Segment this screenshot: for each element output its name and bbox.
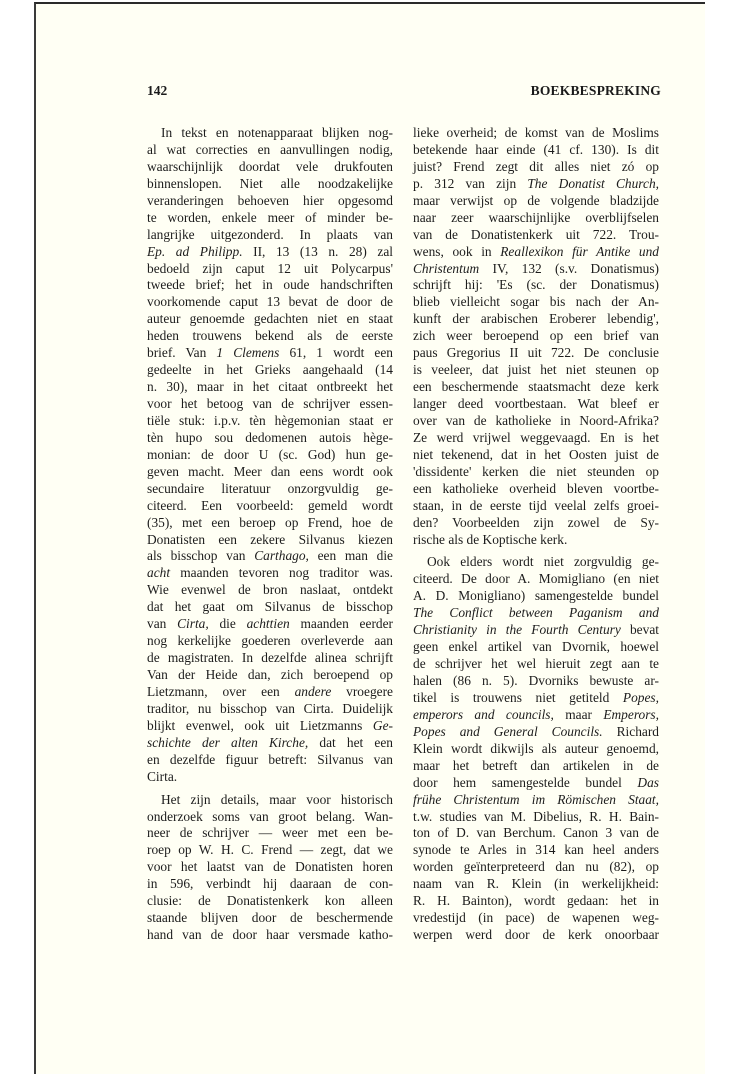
text-span: citeerd. Een voorbeeld: gemeld wordt — [147, 497, 393, 513]
text-span: dat het een — [308, 734, 393, 750]
text-span: naar zeer waarschijnlijke overblijfselen — [413, 209, 659, 225]
text-line — [413, 311, 659, 328]
left-column — [147, 125, 393, 944]
text-span: brief. Van — [147, 345, 217, 361]
text-line — [413, 588, 659, 605]
text-line — [147, 650, 393, 667]
right-column — [413, 125, 659, 944]
text-span: naam van R. Klein (in werkelijkheid: — [413, 876, 659, 892]
text-line — [147, 481, 393, 498]
text-span: betekende haar einde (41 cf. 130). Is dit — [413, 141, 659, 157]
text-line — [147, 277, 393, 294]
text-line — [413, 413, 659, 430]
text-span: die — [208, 616, 247, 632]
text-line — [413, 345, 659, 362]
text-line — [413, 328, 659, 345]
text-line — [147, 244, 393, 261]
text-span: Cirta. — [147, 768, 178, 784]
text-line — [147, 769, 393, 786]
text-line — [413, 673, 659, 690]
text-span: staande blijven door de beschermende — [147, 910, 393, 926]
text-line — [413, 430, 659, 447]
text-span: secundaire literatuur onzorgvuldig ge- — [147, 480, 393, 496]
text-line — [147, 616, 393, 633]
italic-text: Popes, — [622, 689, 659, 705]
italic-text: emperors and councils, — [413, 706, 554, 722]
text-span: bedoeld zijn caput 12 uit Polycarpus' — [147, 260, 393, 276]
italic-text: andere — [294, 683, 332, 699]
text-span: een katholieke overheid bleven voortbe- — [413, 480, 659, 496]
text-span: heden trouwens bekend als de eerste — [147, 328, 393, 344]
text-span: een man die — [308, 548, 393, 564]
text-line — [413, 605, 659, 622]
text-span: al wat correcties en aanvullingen nodig, — [147, 141, 393, 157]
text-line — [147, 701, 393, 718]
text-line — [147, 565, 393, 582]
text-span: Lietzmann, over een — [147, 683, 295, 699]
text-line — [413, 193, 659, 210]
text-line — [147, 498, 393, 515]
text-line — [413, 876, 659, 893]
text-line — [147, 667, 393, 684]
text-span: Wie evenwel de bron naslaat, ontdekt — [147, 582, 393, 598]
text-line — [147, 125, 393, 142]
text-span: Ook elders wordt niet zorgvuldig ge- — [427, 554, 659, 570]
text-line — [413, 396, 659, 413]
text-line — [413, 707, 659, 724]
text-line — [413, 447, 659, 464]
text-span: citeerd. De door A. Momigliano (en niet — [413, 571, 659, 587]
text-line — [413, 532, 659, 549]
text-line — [413, 893, 659, 910]
text-span: dat het gaat om Silvanus de bisschop — [147, 599, 393, 615]
text-line — [147, 633, 393, 650]
text-line — [413, 724, 659, 741]
text-span: werpen werd door de kerk onoorbaar — [413, 927, 659, 943]
text-span: Richard — [602, 723, 659, 739]
text-span: geen enkel artikel van Dvornik, hoewel — [413, 639, 659, 655]
text-line — [147, 893, 393, 910]
paragraph — [413, 554, 659, 944]
text-line — [413, 859, 659, 876]
text-span: IV, 132 (s.v. Donatismus) — [479, 260, 659, 276]
text-span: maar het betreft dan artikelen in de — [413, 757, 659, 773]
text-span: Klein wordt dikwijls als auteur genoemd, — [413, 740, 659, 756]
text-line — [413, 758, 659, 775]
text-line — [147, 825, 393, 842]
text-line — [413, 159, 659, 176]
paragraph — [147, 792, 393, 944]
text-line — [413, 210, 659, 227]
text-span: als bisschop van — [147, 548, 255, 564]
text-span: paus Gregorius II uit 722. De conclusie — [413, 345, 659, 361]
text-line — [413, 142, 659, 159]
italic-text: Christentum — [413, 260, 480, 276]
text-span: Van der Heide dan, zich beroepend op — [147, 667, 393, 682]
text-line — [147, 859, 393, 876]
text-line — [413, 515, 659, 532]
text-line — [147, 362, 393, 379]
text-line — [147, 193, 393, 210]
text-line — [147, 752, 393, 769]
text-line — [147, 328, 393, 345]
text-span: kunft der arabischen Eroberer lebendig', — [413, 311, 659, 327]
document-page — [34, 2, 705, 1074]
text-span: II, 13 (13 n. 28) zal — [242, 243, 393, 259]
text-line — [413, 842, 659, 859]
italic-text: acht — [147, 565, 171, 581]
italic-text: Reallexikon für Antike und — [500, 243, 659, 259]
running-title: BOEKBESPREKING — [530, 83, 661, 98]
text-line — [147, 532, 393, 549]
text-line — [413, 825, 659, 842]
text-line — [147, 910, 393, 927]
text-span: In tekst en notenapparaat blijken nog- — [161, 125, 393, 140]
text-span: onderzoek soms van groot belang. Wan- — [147, 808, 393, 824]
text-span: waarschijnlijk doordat vele drukfouten — [147, 158, 393, 174]
text-line — [413, 362, 659, 379]
paragraph — [413, 125, 659, 548]
italic-text: The Conflict between Paganism and — [413, 605, 659, 621]
text-span: in 596, verbindt hij daaraan de con- — [147, 876, 393, 892]
text-span: traditor, nu bisschop van Cirta. Duidelijk — [147, 700, 393, 716]
text-line — [147, 684, 393, 701]
text-span: wens, ook in — [413, 243, 501, 259]
italic-text: Christianity in the Fourth Century — [413, 622, 621, 638]
text-line — [147, 345, 393, 362]
text-span: staan, in de eerste tijd veelal zelfs groei- — [413, 497, 659, 513]
text-line — [147, 227, 393, 244]
text-span: roep op W. H. C. Frend — zegt, dat we — [147, 842, 393, 858]
text-line — [413, 910, 659, 927]
text-line — [147, 430, 393, 447]
text-span: (35), met een beroep op Frend, hoe de — [147, 514, 393, 530]
text-span: binnenslopen. Niet alle noodzakelijke — [147, 175, 393, 191]
text-span: geven macht. Meer dan eens wordt ook — [147, 463, 393, 479]
text-line — [147, 311, 393, 328]
text-span: A. D. Monigliano) samengestelde bundel — [413, 588, 659, 604]
text-span: Donatisten een zekere Silvanus kiezen — [147, 531, 393, 547]
text-line — [147, 447, 393, 464]
text-line — [147, 927, 393, 944]
text-span: t.w. studies van M. Dibelius, R. H. Bain- — [413, 808, 659, 824]
text-span: schrijft hij: 'Es (sc. der Donatismus) — [413, 277, 659, 293]
text-line — [413, 176, 659, 193]
text-span: langrijke uitgezonderd. In plaats van — [147, 226, 393, 242]
text-span: hand van de door haar versmade katho- — [147, 927, 393, 943]
text-span: maar verwijst op de volgende bladzijde — [413, 192, 659, 208]
text-span: van — [147, 616, 178, 632]
text-span: halen (86 n. 5). Dvorniks bewuste ar- — [413, 673, 659, 688]
text-line — [413, 571, 659, 588]
text-span: gedeelte in het Grieks aangehaald (14 — [147, 362, 393, 378]
text-line — [147, 515, 393, 532]
text-span: tiële stuk: i.p.v. tèn hègemonian staat er — [147, 412, 393, 428]
paragraph — [147, 125, 393, 786]
text-line — [147, 142, 393, 159]
italic-text: Ge- — [372, 717, 393, 733]
text-span: blijkt evenwel, ook uit Lietzmanns — [147, 717, 373, 733]
text-span: veranderingen behoeven hier opgesomd — [147, 192, 393, 208]
text-span: n. 30), maar in het citaat ontbreekt het — [147, 379, 393, 395]
text-span: over van de katholieke in Noord-Afrika? — [413, 412, 659, 428]
text-span: vroegere — [331, 683, 393, 699]
text-line — [413, 554, 659, 571]
text-span: vredestijd (in pace) de wapenen weg- — [413, 910, 659, 926]
text-line — [147, 159, 393, 176]
text-line — [413, 809, 659, 826]
italic-text: frühe Christentum im Römischen Staat, — [413, 791, 659, 807]
text-line — [413, 464, 659, 481]
text-line — [413, 498, 659, 515]
italic-text: Cirta, — [177, 616, 209, 632]
italic-text: The Donatist Church, — [527, 175, 659, 191]
text-line — [147, 413, 393, 430]
text-line — [413, 261, 659, 278]
text-span: maanden tevoren nog traditor was. — [170, 565, 393, 581]
text-line — [413, 656, 659, 673]
text-line — [147, 176, 393, 193]
text-span: niet tekenend, dat in het Oosten juist de — [413, 446, 659, 462]
text-line — [413, 792, 659, 809]
italic-text: Popes and General Councils. — [413, 723, 603, 739]
text-span: voor het betoog van de schrijver essen- — [147, 396, 393, 411]
italic-text: Das — [637, 774, 659, 790]
text-line — [147, 464, 393, 481]
text-span: monian: de door U (sc. God) hun ge- — [147, 446, 393, 462]
text-line — [147, 599, 393, 616]
text-line — [147, 210, 393, 227]
text-line — [147, 876, 393, 893]
italic-text: Emperors, — [603, 706, 659, 722]
italic-text: Carthago, — [254, 548, 309, 564]
text-span: worden geïnterpreteerd dan nu (82), op — [413, 859, 659, 875]
text-span: voorkomende caput 13 bevat de door de — [147, 294, 393, 310]
text-span: neer de schrijver — weer met een be- — [147, 825, 393, 841]
text-line — [147, 548, 393, 565]
text-line — [413, 639, 659, 656]
text-line — [413, 622, 659, 639]
text-line — [147, 261, 393, 278]
text-line — [413, 690, 659, 707]
text-span: tweede brief; het in oude handschriften — [147, 277, 393, 293]
text-line — [413, 244, 659, 261]
text-span: blieb vielleicht sogar bis nach der An- — [413, 294, 659, 310]
text-line — [147, 792, 393, 809]
text-line — [147, 809, 393, 826]
text-span: 61, 1 wordt een — [279, 345, 393, 361]
italic-text: 1 Clemens — [216, 345, 280, 361]
page-number: 142 — [147, 83, 168, 98]
text-line — [413, 294, 659, 311]
text-span: ton of D. van Berchum. Canon 3 van de — [413, 825, 659, 841]
text-span: R. H. Bainton), wordt gedaan: het in — [413, 893, 659, 909]
italic-text: achttien — [246, 616, 290, 632]
text-span: van de Donatistenkerk uit 722. Trou- — [413, 226, 659, 242]
text-line — [147, 842, 393, 859]
text-span: synode te Arles in 314 kan heel anders — [413, 842, 659, 858]
italic-text: Ep. ad Philipp. — [147, 243, 243, 259]
text-span: 'dissidente' kerken die niet steunden op — [413, 463, 659, 479]
text-span: maanden eerder — [289, 616, 393, 632]
text-span: rische als de Koptische kerk. — [413, 531, 568, 547]
text-line — [413, 277, 659, 294]
text-span: auteur genoemde gedachten niet en staat — [147, 311, 393, 327]
text-line — [147, 379, 393, 396]
text-span: te worden, enkele meer of minder be- — [147, 209, 393, 225]
text-span: Ze werd vrijwel weggevaagd. En is het — [413, 429, 659, 445]
text-span: tèn hupo sou dedomenen autois hège- — [147, 429, 393, 445]
text-span: den? Voorbeelden zijn zowel de Sy- — [413, 514, 659, 530]
text-span: maar — [553, 706, 604, 722]
text-span: de magistraten. In dezelfde alinea schrijft — [147, 650, 393, 666]
text-span: nog kerkelijke goederen overleverde aan — [147, 633, 393, 649]
text-span: juist? Frend zegt dit alles niet zó op — [413, 158, 659, 174]
text-span: langer deed voortbestaan. Wat bleef er — [413, 396, 659, 411]
text-line — [413, 227, 659, 244]
text-span: en dezelfde figuur betreft: Silvanus van — [147, 751, 393, 767]
text-line — [147, 735, 393, 752]
text-line — [147, 294, 393, 311]
text-span: lieke overheid; de komst van de Moslims — [413, 125, 659, 140]
text-line — [413, 125, 659, 142]
text-span: de schrijver het wel hieruit zegt aan te — [413, 656, 659, 672]
text-span: bevat — [620, 622, 659, 638]
text-span: clusie: de Donatistenkerk kon alleen — [147, 893, 393, 909]
text-span: zich weer beroepend op een brief van — [413, 328, 659, 344]
text-span: Het zijn details, maar voor historisch — [161, 791, 393, 807]
text-line — [413, 775, 659, 792]
text-span: voor het laatst van de Donatisten horen — [147, 859, 393, 875]
text-span: door hem samengestelde bundel — [413, 774, 638, 790]
text-line — [147, 396, 393, 413]
text-line — [147, 718, 393, 735]
text-span: een beschermende staatsmacht deze kerk — [413, 379, 659, 395]
text-line — [413, 481, 659, 498]
italic-text: schichte der alten Kirche, — [147, 734, 309, 750]
text-span: p. 312 van zijn — [413, 175, 528, 191]
text-line — [413, 741, 659, 758]
text-span: is veeleer, dat juist het niet steunen op — [413, 362, 659, 378]
text-span: tikel is trouwens niet getiteld — [413, 689, 623, 705]
text-line — [413, 927, 659, 944]
text-line — [413, 379, 659, 396]
text-line — [147, 582, 393, 599]
